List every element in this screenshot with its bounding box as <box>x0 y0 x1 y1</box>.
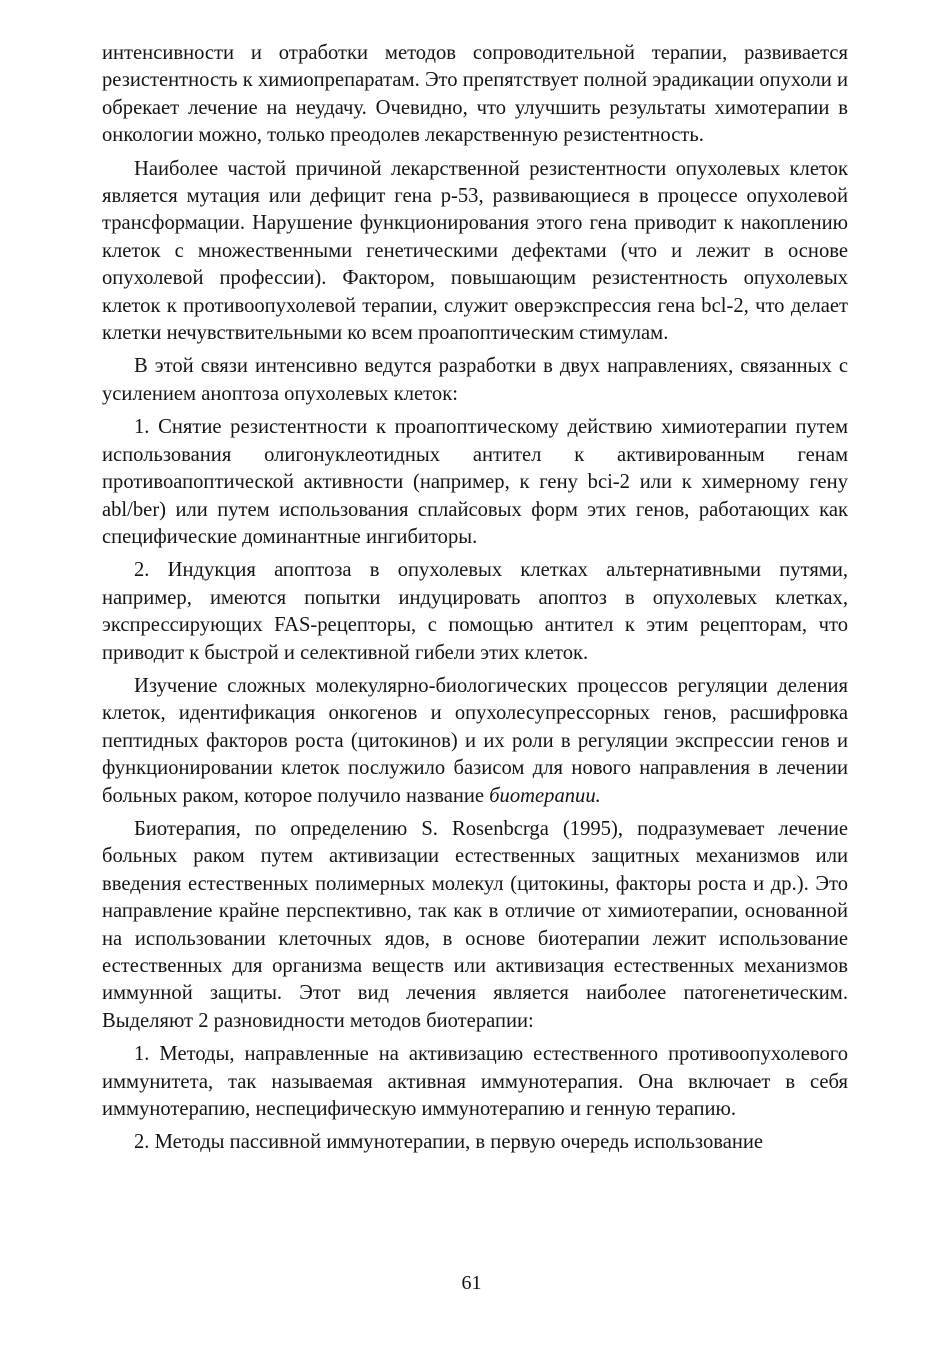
list-item-paragraph: 1. Снятие резистентности к проапоптическому действию химиотерапии путем использования олигонуклеотидных антител к активированным генам противоапоптической активности (например, к гену bci-2 или к химерному гену abl/ber) или путем использования сплайсовых форм этих генов, работающих как специфические доминантные ингибиторы. <box>102 416 848 548</box>
list-item-paragraph: 2. Методы пассивной иммунотерапии, в первую очередь использование <box>134 1131 764 1154</box>
emphasis-term: биотерапии. <box>489 784 601 807</box>
paragraph-text: Изучение сложных молекулярно-биологических процессов регуляции деления клеток, идентификация онкогенов и опухолесупрессорных генов, расшифровка пептидных факторов роста (цитокинов) и их роли в регуляции экспрессии генов и функционировании клеток послужило базисом для нового направления в лечении больных раком, которое получило название <box>102 674 848 807</box>
paragraph: интенсивности и отработки методов сопроводительной терапии, развивается резистентность к химиопрепаратам. Это препятствует полной эрадикации опухоли и обрекает лечение на неудачу. Очевидно, что улучшить результаты химотерапии в онкологии можно, только преодолев лекарственную резистентность. <box>102 42 848 147</box>
list-item-paragraph: 2. Индукция апоптоза в опухолевых клетках альтернативными путями, например, имеются попытки индуцировать апоптоз в опухолевых клетках, экспрессирующих FAS-рецепторы, с помощью антител к этим рецепторам, что приводит к быстрой и селективной гибели этих клеток. <box>102 559 848 664</box>
paragraph <box>102 673 848 810</box>
paragraph: Биотерапия, по определению S. Rosenbcrga (1995), подразумевает лечение больных раком путем активизации естественных защитных механизмов или введения естественных полимерных молекул (цитокины, факторы роста и др.). Это направление крайне перспективно, так как в отличие от химиотерапии, основанной на использовании клеточных ядов, в основе биотерапии лежит использование естественных для организма веществ или активизация естественных механизмов иммунной защиты. Этот вид лечения является наиболее патогенетическим. Выделяют 2 разновидности методов биотерапии: <box>102 817 848 1032</box>
page-number: 61 <box>461 1272 482 1294</box>
paragraph: Наиболее частой причиной лекарственной резистентности опухолевых клеток является мутация или дефицит гена р-53, развивающиеся в процессе опухолевой трансформации. Нарушение функционирования этого гена приводит к накоплению клеток с множественными генетическими дефектами (что и лежит в основе опухолевой профессии). Фактором, повышающим резистентность опухолевых клеток к противоопухолевой терапии, служит оверэкспрессия гена bcl-2, что делает клетки нечувствительными ко всем проапоптическим стимулам. <box>102 157 848 345</box>
list-item-paragraph: 1. Методы, направленные на активизацию естественного противоопухолевого иммунитета, так называемая активная иммунотерапия. Она включает в себя иммунотерапию, неспецифическую иммунотерапию и генную терапию. <box>102 1043 848 1121</box>
paragraph: В этой связи интенсивно ведутся разработки в двух направлениях, связанных с усилением аноптоза опухолевых клеток: <box>102 355 848 405</box>
